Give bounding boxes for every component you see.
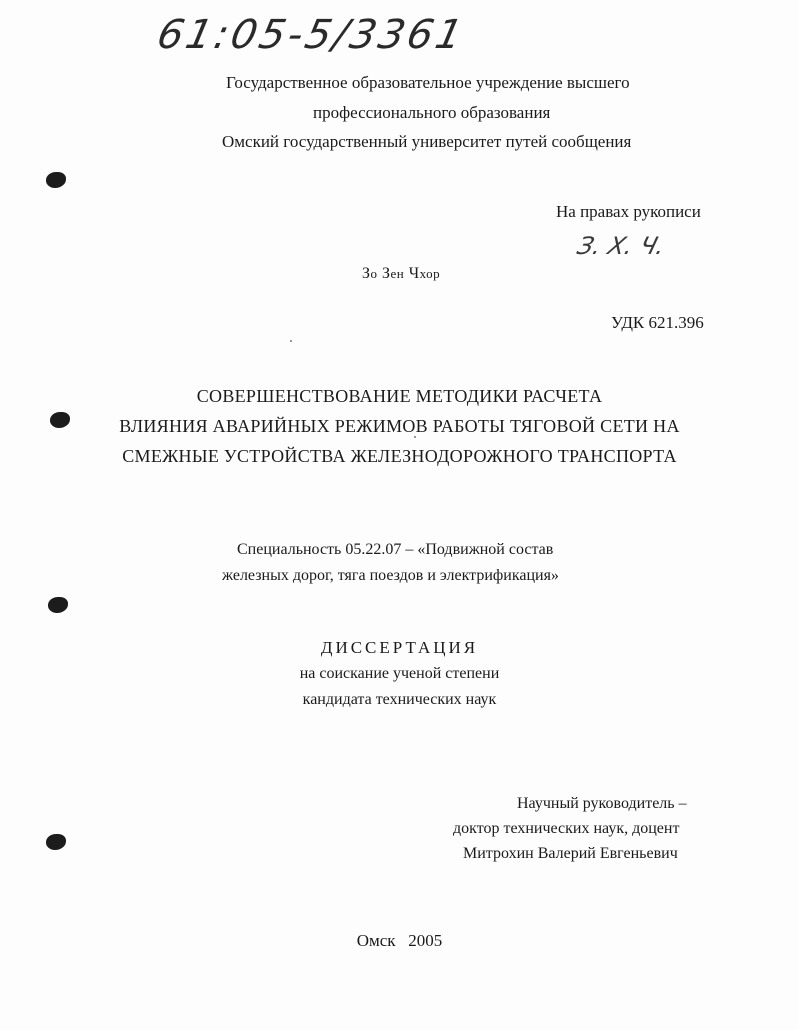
- udk-code: УДК 621.396: [611, 313, 704, 332]
- specialty-line-2: железных дорог, тяга поездов и электрификация»: [222, 567, 559, 584]
- degree-line-2: кандидата технических наук: [302, 691, 497, 708]
- scan-speck: [290, 340, 292, 342]
- author-part-1-initial: З: [362, 265, 371, 282]
- binding-hole-mark: [46, 834, 66, 850]
- supervisor-label: Научный руководитель –: [517, 795, 687, 812]
- handwritten-signature: З. Х. Ч.: [574, 232, 669, 260]
- handwritten-archive-code: 61:05-5/3361: [153, 12, 470, 58]
- manuscript-rights-label: На правах рукописи: [556, 202, 701, 221]
- author-part-3-rest: хор: [419, 266, 441, 281]
- specialty-line-1: Специальность 05.22.07 – «Подвижной состав: [237, 541, 554, 558]
- binding-hole-mark: [48, 597, 68, 613]
- author-part-3-initial: Ч: [408, 265, 420, 282]
- degree-line-1: на соискание ученой степени: [299, 665, 500, 682]
- author-part-1-rest: о: [370, 266, 378, 281]
- author-part-2-rest: ен: [390, 266, 405, 281]
- supervisor-name: Митрохин Валерий Евгеньевич: [463, 845, 678, 862]
- institution-line-1: Государственное образовательное учреждение высшего: [226, 73, 630, 92]
- title-line-2: ВЛИЯНИЯ АВАРИЙНЫХ РЕЖИМОВ РАБОТЫ ТЯГОВОЙ СЕТИ НА: [119, 416, 680, 436]
- supervisor-degree: доктор технических наук, доцент: [453, 820, 680, 837]
- dissertation-heading: ДИССЕРТАЦИЯ: [320, 638, 479, 657]
- author-name: [362, 265, 440, 283]
- institution-line-2: профессионального образования: [313, 103, 551, 122]
- city-and-year: Омск 2005: [356, 931, 443, 950]
- author-part-2-initial: З: [382, 265, 391, 282]
- institution-line-3: Омский государственный университет путей сообщения: [222, 132, 632, 151]
- binding-hole-mark: [46, 172, 66, 188]
- title-line-3: СМЕЖНЫЕ УСТРОЙСТВА ЖЕЛЕЗНОДОРОЖНОГО ТРАНСПОРТА: [122, 446, 677, 466]
- title-line-1: СОВЕРШЕНСТВОВАНИЕ МЕТОДИКИ РАСЧЕТА: [196, 386, 603, 406]
